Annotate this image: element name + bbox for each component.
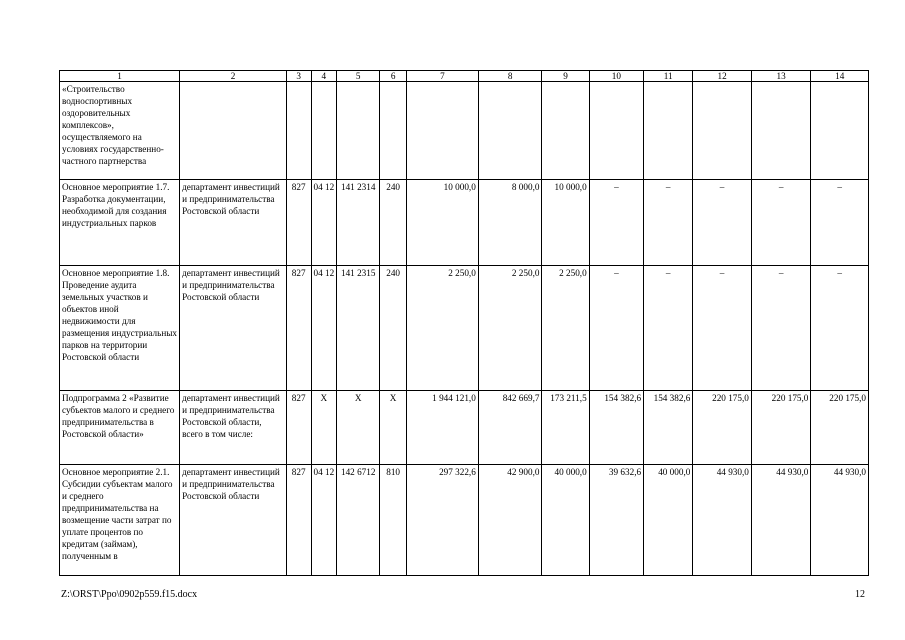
code-cell: 141 2315 [337, 266, 380, 391]
code-cell: 827 [286, 266, 311, 391]
col-number: 13 [751, 71, 811, 82]
code-cell [337, 82, 380, 180]
code-cell: 141 2314 [337, 180, 380, 266]
executor-cell [180, 82, 287, 180]
value-cell [644, 82, 693, 180]
value-cell: 10 000,0 [542, 180, 589, 266]
value-cell: – [811, 180, 869, 266]
value-cell: 173 211,5 [542, 391, 589, 465]
col-number: 2 [180, 71, 287, 82]
code-cell: Х [337, 391, 380, 465]
code-cell [286, 82, 311, 180]
program-name-cell: Основное мероприятие 2.1. Субсидии субъектам малого и среднего предпринимательства на возмещение части затрат по уплате процентов по кредитам (займам), полученным в [60, 465, 180, 576]
value-cell: 40 000,0 [542, 465, 589, 576]
col-number: 5 [337, 71, 380, 82]
code-cell: 240 [380, 266, 407, 391]
col-number: 3 [286, 71, 311, 82]
code-cell: Х [380, 391, 407, 465]
col-number: 7 [406, 71, 478, 82]
executor-cell: департамент инвестиций и предпринимательства Ростовской области [180, 266, 287, 391]
value-cell: – [644, 180, 693, 266]
value-cell: 220 175,0 [751, 391, 811, 465]
table-row [60, 391, 869, 465]
col-number: 8 [478, 71, 542, 82]
value-cell: 154 382,6 [589, 391, 643, 465]
value-cell: – [693, 180, 752, 266]
page-number: 12 [855, 589, 865, 600]
code-cell: 04 12 [311, 465, 337, 576]
value-cell: 39 632,6 [589, 465, 643, 576]
code-cell: 827 [286, 391, 311, 465]
column-number-row [60, 71, 869, 82]
code-cell: Х [311, 391, 337, 465]
col-number: 11 [644, 71, 693, 82]
code-cell: 810 [380, 465, 407, 576]
value-cell [811, 82, 869, 180]
value-cell: 2 250,0 [406, 266, 478, 391]
table-row [60, 82, 869, 180]
value-cell: – [693, 266, 752, 391]
value-cell [589, 82, 643, 180]
table-row [60, 266, 869, 391]
value-cell: 2 250,0 [542, 266, 589, 391]
value-cell: 42 900,0 [478, 465, 542, 576]
value-cell [751, 82, 811, 180]
code-cell: 240 [380, 180, 407, 266]
value-cell: 2 250,0 [478, 266, 542, 391]
col-number: 9 [542, 71, 589, 82]
value-cell: 1 944 121,0 [406, 391, 478, 465]
col-number: 6 [380, 71, 407, 82]
executor-cell: департамент инвестиций и предпринимательства Ростовской области, всего в том числе: [180, 391, 287, 465]
code-cell: 827 [286, 180, 311, 266]
table-row [60, 465, 869, 576]
code-cell: 04 12 [311, 180, 337, 266]
code-cell [311, 82, 337, 180]
value-cell: 8 000,0 [478, 180, 542, 266]
value-cell [406, 82, 478, 180]
value-cell: 44 930,0 [811, 465, 869, 576]
value-cell: 842 669,7 [478, 391, 542, 465]
value-cell: 154 382,6 [644, 391, 693, 465]
value-cell: 44 930,0 [751, 465, 811, 576]
value-cell: 297 322,6 [406, 465, 478, 576]
value-cell: – [811, 266, 869, 391]
code-cell [380, 82, 407, 180]
program-name-cell: «Строительство водноспортивных оздоровительных комплексов», осуществляемого на условиях государственно-частного партнерства [60, 82, 180, 180]
value-cell: – [589, 266, 643, 391]
program-name-cell: Подпрограмма 2 «Развитие субъектов малого и среднего предпринимательства в Ростовской области» [60, 391, 180, 465]
value-cell [542, 82, 589, 180]
code-cell: 04 12 [311, 266, 337, 391]
program-name-cell: Основное мероприятие 1.8. Проведение аудита земельных участков и объектов иной недвижимости для размещения индустриальных парков на территории Ростовской области [60, 266, 180, 391]
executor-cell: департамент инвестиций и предпринимательства Ростовской области [180, 465, 287, 576]
col-number: 10 [589, 71, 643, 82]
value-cell: – [751, 266, 811, 391]
col-number: 4 [311, 71, 337, 82]
value-cell: 220 175,0 [693, 391, 752, 465]
value-cell: – [589, 180, 643, 266]
value-cell: – [751, 180, 811, 266]
budget-table [59, 70, 869, 576]
col-number: 1 [60, 71, 180, 82]
program-name-cell: Основное мероприятие 1.7. Разработка документации, необходимой для создания индустриальных парков [60, 180, 180, 266]
value-cell: 44 930,0 [693, 465, 752, 576]
file-path: Z:\ORST\Ppo\0902p559.f15.docx [61, 589, 198, 600]
value-cell: 220 175,0 [811, 391, 869, 465]
value-cell [478, 82, 542, 180]
value-cell: 10 000,0 [406, 180, 478, 266]
value-cell: 40 000,0 [644, 465, 693, 576]
col-number: 14 [811, 71, 869, 82]
value-cell [693, 82, 752, 180]
value-cell: – [644, 266, 693, 391]
code-cell: 142 6712 [337, 465, 380, 576]
table-row [60, 180, 869, 266]
col-number: 12 [693, 71, 752, 82]
code-cell: 827 [286, 465, 311, 576]
executor-cell: департамент инвестиций и предпринимательства Ростовской области [180, 180, 287, 266]
